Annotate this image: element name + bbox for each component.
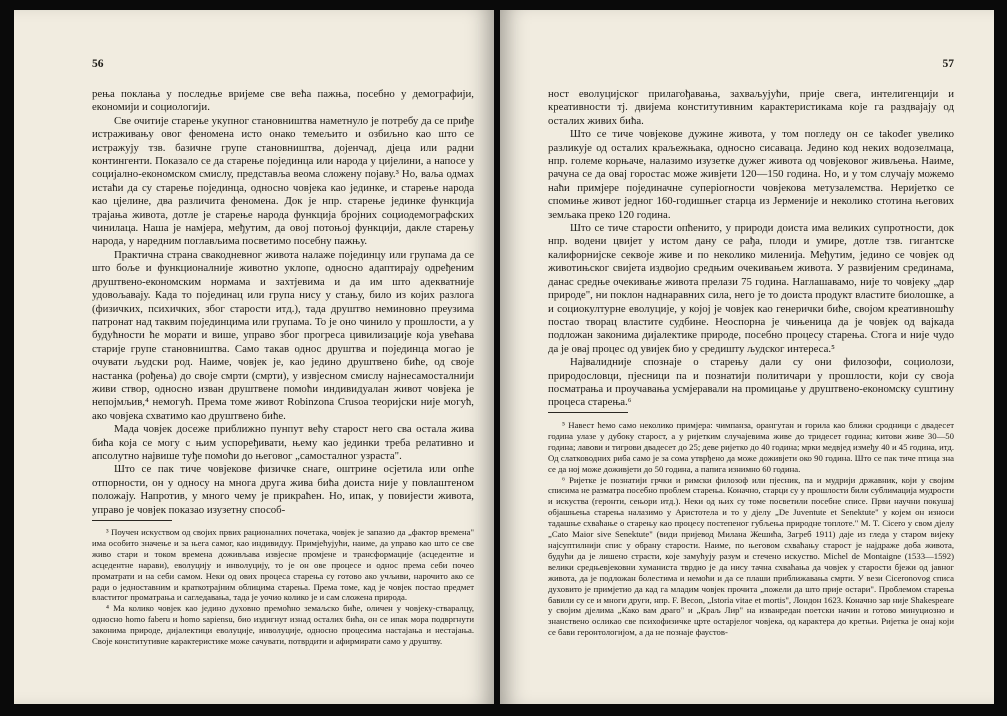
paragraph: Највалидније спознаје о старењу дали су они филозофи, социолози, природословци, пјесници па и познатији политичари у прошлости, који су своја посматрања и проучавања усмјеравали на промицање у друштвено-економску суштину процеса старења.⁶: [548, 356, 954, 409]
paragraph: Мада човјек досеже приближно пунпут већу старост него сва остала жива бића која се могу с њим успоређивати, њему као јединки треба релативно и апсолутно највише туђе помоћи до његовог „самосталног узраста".: [92, 423, 474, 462]
footnote-divider: [548, 412, 628, 413]
body-text: [92, 88, 474, 517]
body-text: [548, 88, 954, 410]
footnotes: [548, 420, 954, 638]
page-number: 57: [942, 58, 954, 70]
paragraph: ност еволуцијског прилагођавања, захваљујући, прије свега, интелигенцији и креативности тј. двијема конститутивним карактеристикама које га раздвајају од осталих живих бића.: [548, 88, 954, 127]
footnote: ³ Поучен искуством од својих првих рационалних почетака, човјек је запазио да „фактор времена" има особито значење и за њега самог, као индивидуу. Примјећујући, наиме, да управо као што се све живо стари и током времена доживљава извјесне промјене и трансформације (асцедентне и асцедентне нарави), еволуцију и инволуцију, то је он ове процесе и однос према себи почео проматрати и на себи самом. Неки од ових процеса старења су готово ако учљиви, нарочито ако се ради о једноставним и краткотрајним облицима старења. Према томе, кад је човјек постао предмет властитог проматрања и сагледавања, тада је уочио колико је и сам сложена природа.: [92, 527, 474, 603]
left-page: [14, 10, 494, 704]
footnote: ⁵ Навест ћемо само неколико примјера: чимпанза, орангутан и горила као ближи сродници с двадесет година улазе у дубоку старост, а у ријетким случајевима живе до тридесет година; китови живе 30—50 година; лавови и тигрови двадесет до 25; деве ријетко до 40 година; мрки медвјед између 40 и 45 година, итд. Од слатководних риба само је за сома утврђено да може доживјети око 90 година. Што се пак тиче птица зна се да ној може доживјети до 50 година, а папига изнимно 60 година.: [548, 420, 954, 474]
paragraph: Све очитије старење укупног становништва наметнуло је потребу да се приђе истраживању овог феномена исто онако темељито и озбиљно као што се истражују тзв. базичне групе становништва, дојенчад, дјеца или радни контингенти. Показало се да старење појединца или народа у цијелини, а напосе у социјално-економском смислу, представља веома сложену појаву.³ Но, ваља одмах истаћи да су старење појединца, односно човјека као јединке, и старење народа као цјелине, два различита феномена. Док је нпр. старење јединке функција трајања живота, дотле је старење народа функција бројних социодемографских чинилаца. Наша је намјера, међутим, да овој потоњој функцији, дакле старењу народа, у наредним поглављима посветимо посебну пажњу.: [92, 114, 474, 248]
paragraph: Практична страна свакодневног живота налаже појединцу или групама да се што боље и функционалније животно уклопе, односно адаптирају одређеним друштвено-економским нормама и захтјевима и да им што адекватније удовољавају. Када то појединац или група нису у стању, било из којих разлога (физичких, психичких, због старости итд.), тада друштво неминовно преузима патронат над таквим појединцима или групама. То је оно чинило у прошлости, а у будућности ће морати и више, управо због прогреса цивилизације која увећава старије групе становништва. Само такав однос друштва и појединца могао је очувати људски род. Наиме, човјек је, као једино друштвено биће, од своје настанка (рођења) до своје смрти (смрти), у извјесном смислу најнесамосталнији живи створ, односно изван друштвене помоћи индивидуалан живот човјека је непојмљив,⁴ немогућ. Према томе живот Robinzona Crusoa теоријски није могућ, ако човјека схватимо као друштвено биће.: [92, 248, 474, 422]
footnote: ⁶ Ријетке је познатији грчки и римски филозоф или пјесник, па и мудрији државник, који у својим списима не разматра посебно проблем старења. Коначно, старци су у прошлости били сублимација мудрости и искуства (геронти, сењори итд.). Неки од њих су томе посветили посебне списе. Први научни покушај објашњења старења налазимо у Аристотела и то у дјелу „De Juventute et Senektute" у којем он износи тадашње схваћање о старењу као процесу постепеног губљења природне топлоте." M. T. Cicero у свом дјелу „Cato Maior sive Senektute" (види пријевод Милана Жешића, Загреб 1911) даје из гледа у старом вијеку најсуптилнији спис у обрану старости. Наиме, по његовом схваћању старост је најдраже доба живота, будући да је лишено страсти, које замућују разум и стечено искуство. Michel de Montaigne (1533—1592) велики средњевјековни хуманиста тврдио је да нису тачна схваћања да човјек у старости бјежи од јавног живота, да је подложан болестима и немоћи и да се плаши приближавања смрти. У вези Ciceronovog списа духовито је примјетио да кад га младим човјек прочита „пожели да што прије остари". Проблемом старења бавили су се и многи други, нпр. F. Becon, „Istoria vitae et mortis", Лондон 1623. Коначно зар није Shakespeare у својим дјелима „Како вам драго" и „Краљ Лир" на изванредан поетски начин и готово минуциозно и знанствено осликао све психофизичке црте остарјелог човјека, од карактера до кретњи. Ријетка је онај који се бави геронтологијом, а да не познаје фаустов-: [548, 474, 954, 638]
paragraph: рења поклања у последње вријеме све већа пажња, посебно у демографији, економији и социологији.: [92, 88, 474, 114]
paragraph: Што се тиче старости опћенито, у природи доиста има великих супротности, док нпр. водени цвијет у истом дану се рађа, плоди и умире, дотле тзв. гигантске калифорнијске секвоје живе и по неколико миленија. Међутим, једино се човјек од животињског свијета издвојио средњим очекивањем живота. У развијеним срединама, данас средње очекивање живота прелази 75 година. Наглашавамо, није то човјеку „дар природе", ни поклон наднаравних сила, него је то доиста продукт властите биолошке, а и социокултурне еволуције, у којој је човјек као генерички биће, својом креативношћу постао творац властите судбине. Неоспорна је чињеница да је човјек од вајкада подложан законима дијалектике природе, посебно процесу старења. Стога и није чудо да је овај процес од увијек био у средишту људског интереса.⁵: [548, 222, 954, 355]
paragraph: Што се тиче човјекове дужине живота, у том погледу он се također увелико разликује од осталих краљежњака, односно сисаваца. Једино код неких водозелмаца, нпр. големе корњаче, налазимо изузетке дужег живота од човјековог живљења. Наиме, рачуна се да овај горостас може живјети 120—150 година. Но, и у том случају можемо наћи примјере појединачне суперiorности човјекова метузалемства. Неријетко се спомиње живот једног 160-годишњег старца из Јерменије и неколико стотина његових земљака преко 120 година.: [548, 128, 954, 221]
page-number: 56: [92, 58, 104, 70]
right-page: [500, 10, 994, 704]
paragraph: Што се пак тиче човјекове физичке снаге, оштрине осјетила или опће отпорности, он у односу на многа друга жива бића доиста није у повлаштеном положају. Напротив, у много чему је прикраћен. Но, ипак, у повијести живота, управо је човјек показао изузетну способ-: [92, 463, 474, 516]
footnote: ⁴ Ма колико човјек као једино духовно премоћно земаљско биће, оличен у човјеку-стваралцу, односно homo faberu и homo sapiensu, био издигнут изнад осталих бића, он се ипак мора подвргнути законима природе, дијалектици еволуције, инволуције, односно процесима настајања и нестајања. Своје конститутивне карактеристике може сачувати, потврдити и афирмирати само у друштву.: [92, 603, 474, 647]
footnotes: [92, 527, 474, 647]
footnote-divider: [92, 520, 172, 521]
